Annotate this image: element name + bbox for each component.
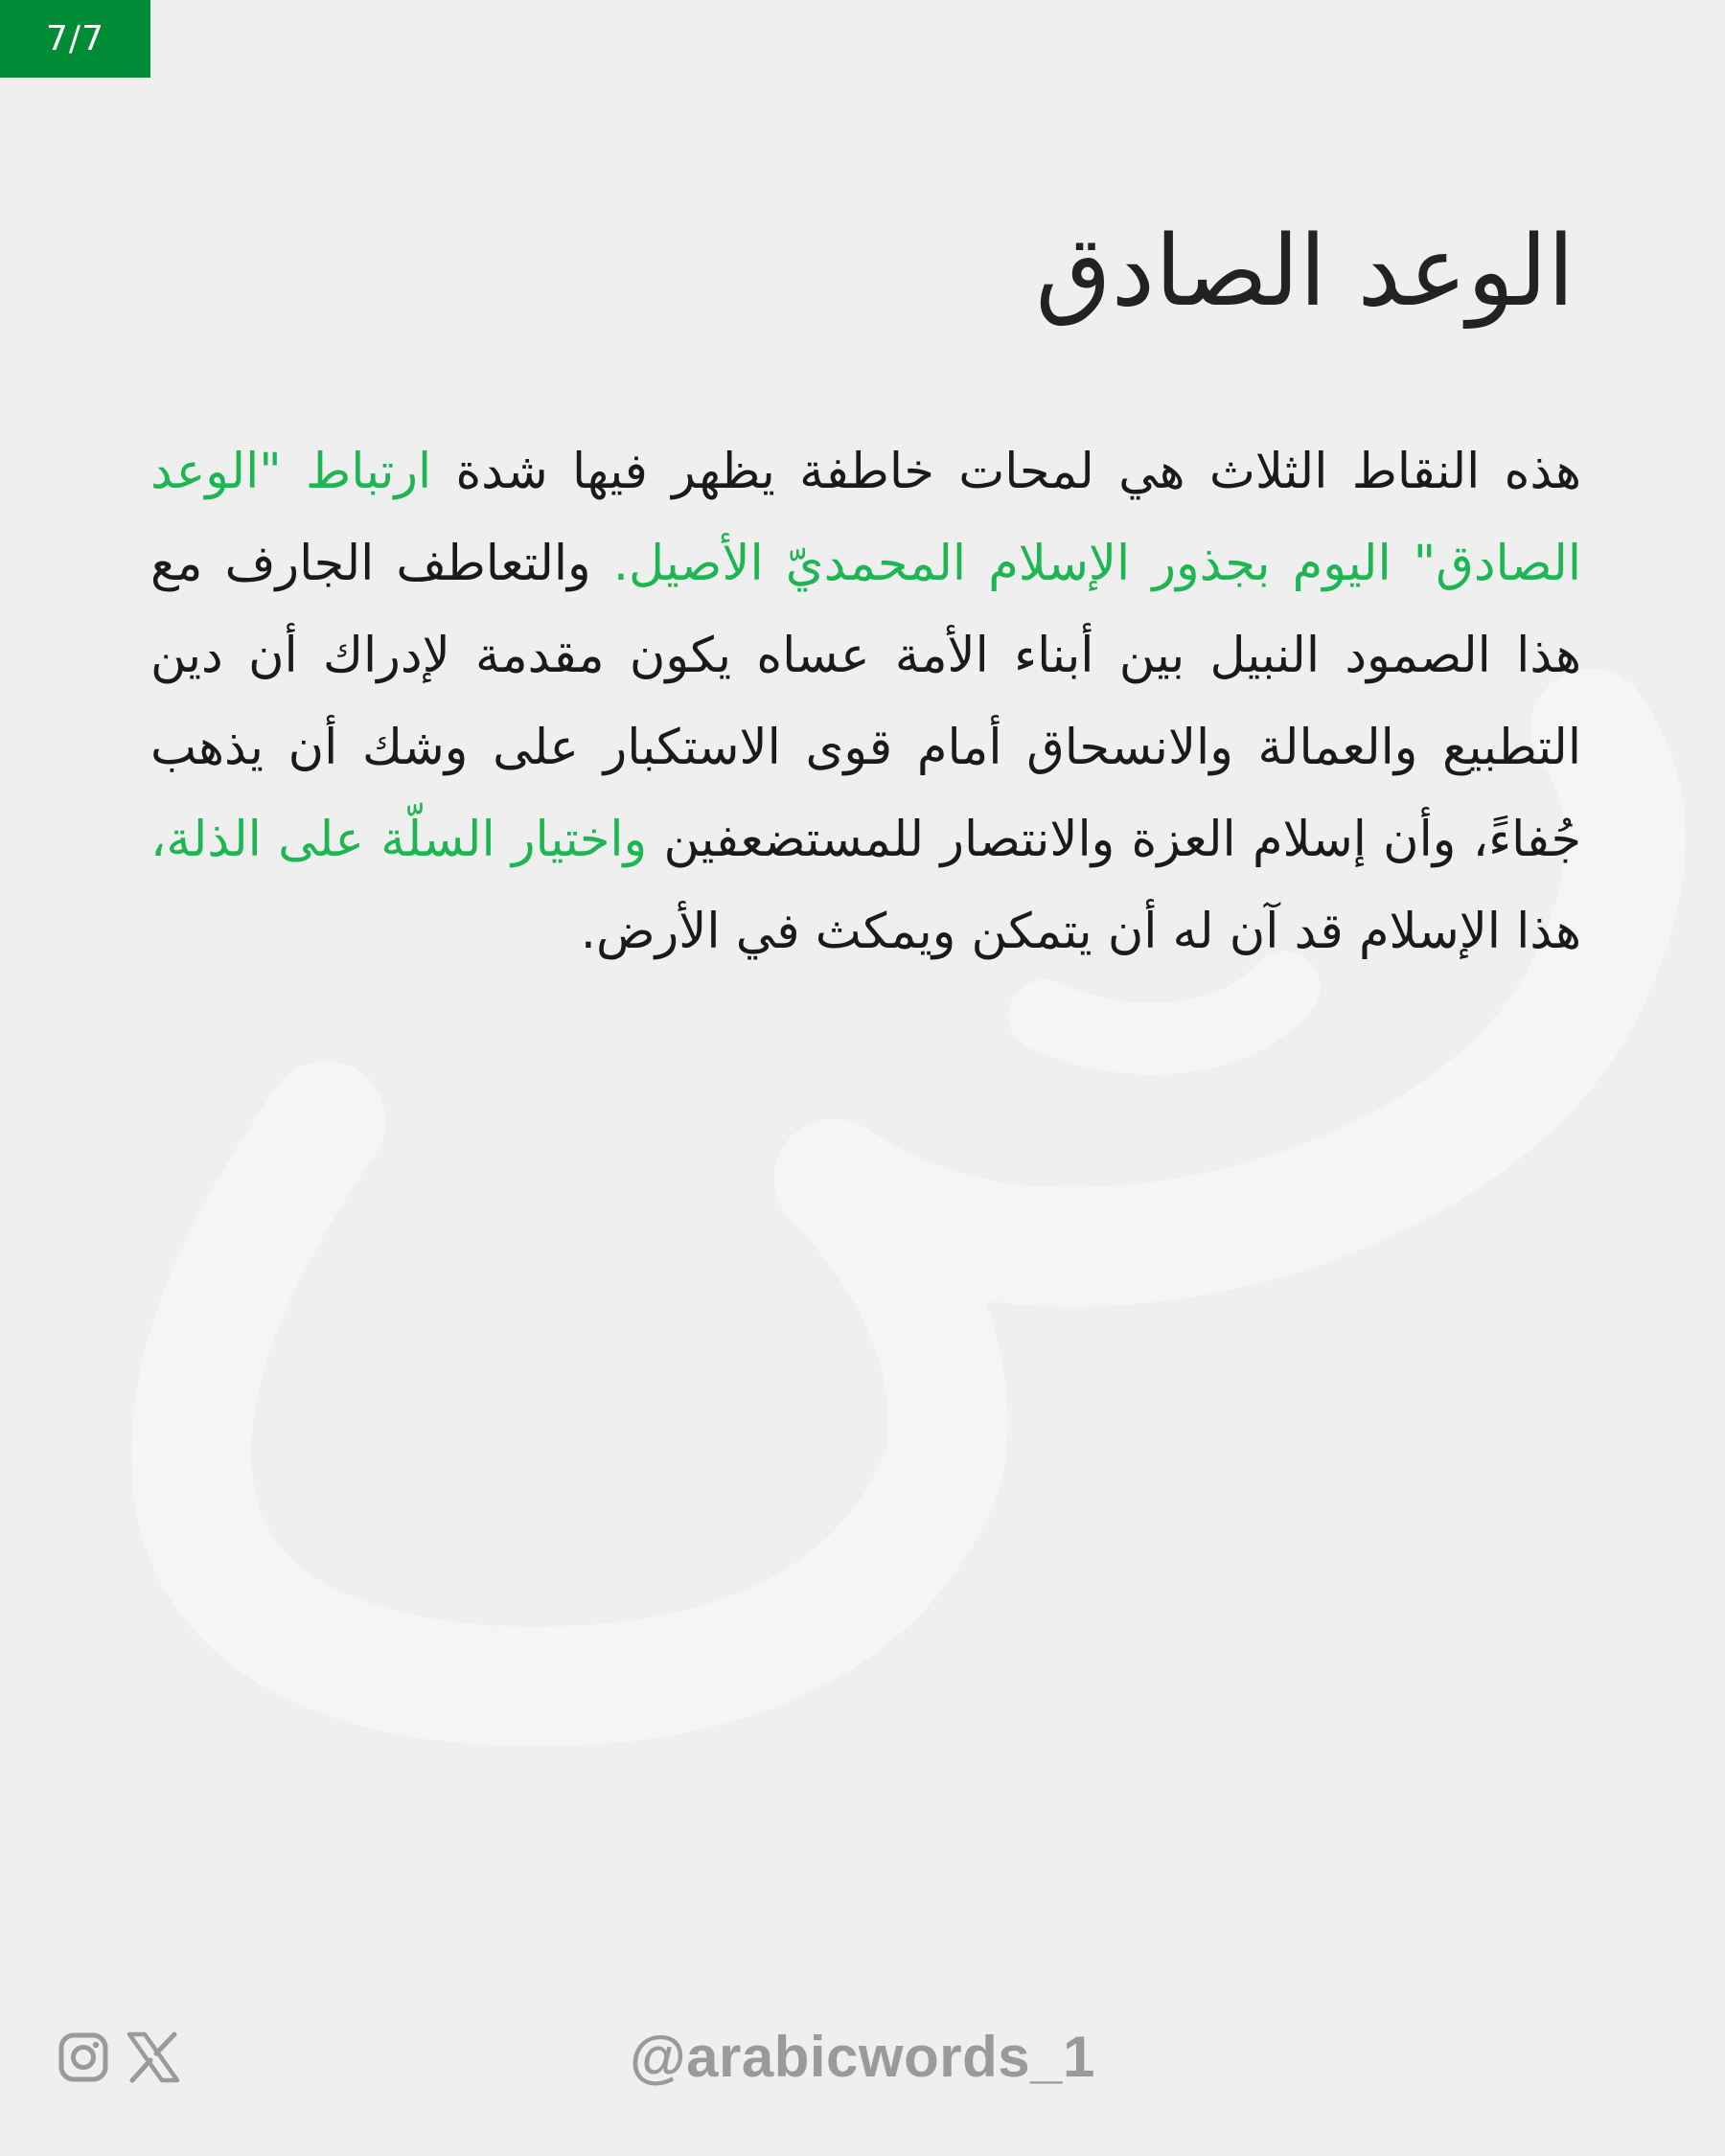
- article-paragraph: [150, 426, 1581, 978]
- highlighted-segment: ارتباط "الوعد الصادق" اليوم بجذور الإسلام المحمديّ الأصيل.: [150, 444, 1582, 592]
- page-indicator: 7/7: [0, 0, 150, 78]
- paragraph-segment: والتعاطف الجارف مع هذا الصمود النبيل بين أبناء الأمة عساه يكون مقدمة لإدراك أن دين التطبيع والعمالة والانسحاق أمام قوى الاستكبار على وشك أن يذهب جُفاءً، وأن إسلام العزة والانتصار للمستضعفين: [150, 536, 1581, 868]
- paragraph-segment: هذه النقاط الثلاث هي لمحات خاطفة يظهر فيها شدة: [431, 444, 1582, 500]
- paragraph-segment: هذا الإسلام قد آن له أن يتمكن ويمكث في الأرض.: [580, 904, 1581, 960]
- account-handle[interactable]: @arabicwords_1: [630, 2025, 1095, 2089]
- highlighted-segment: واختيار السلّة على الذلة،: [150, 812, 648, 868]
- page-title: الوعد الصادق: [1035, 215, 1575, 329]
